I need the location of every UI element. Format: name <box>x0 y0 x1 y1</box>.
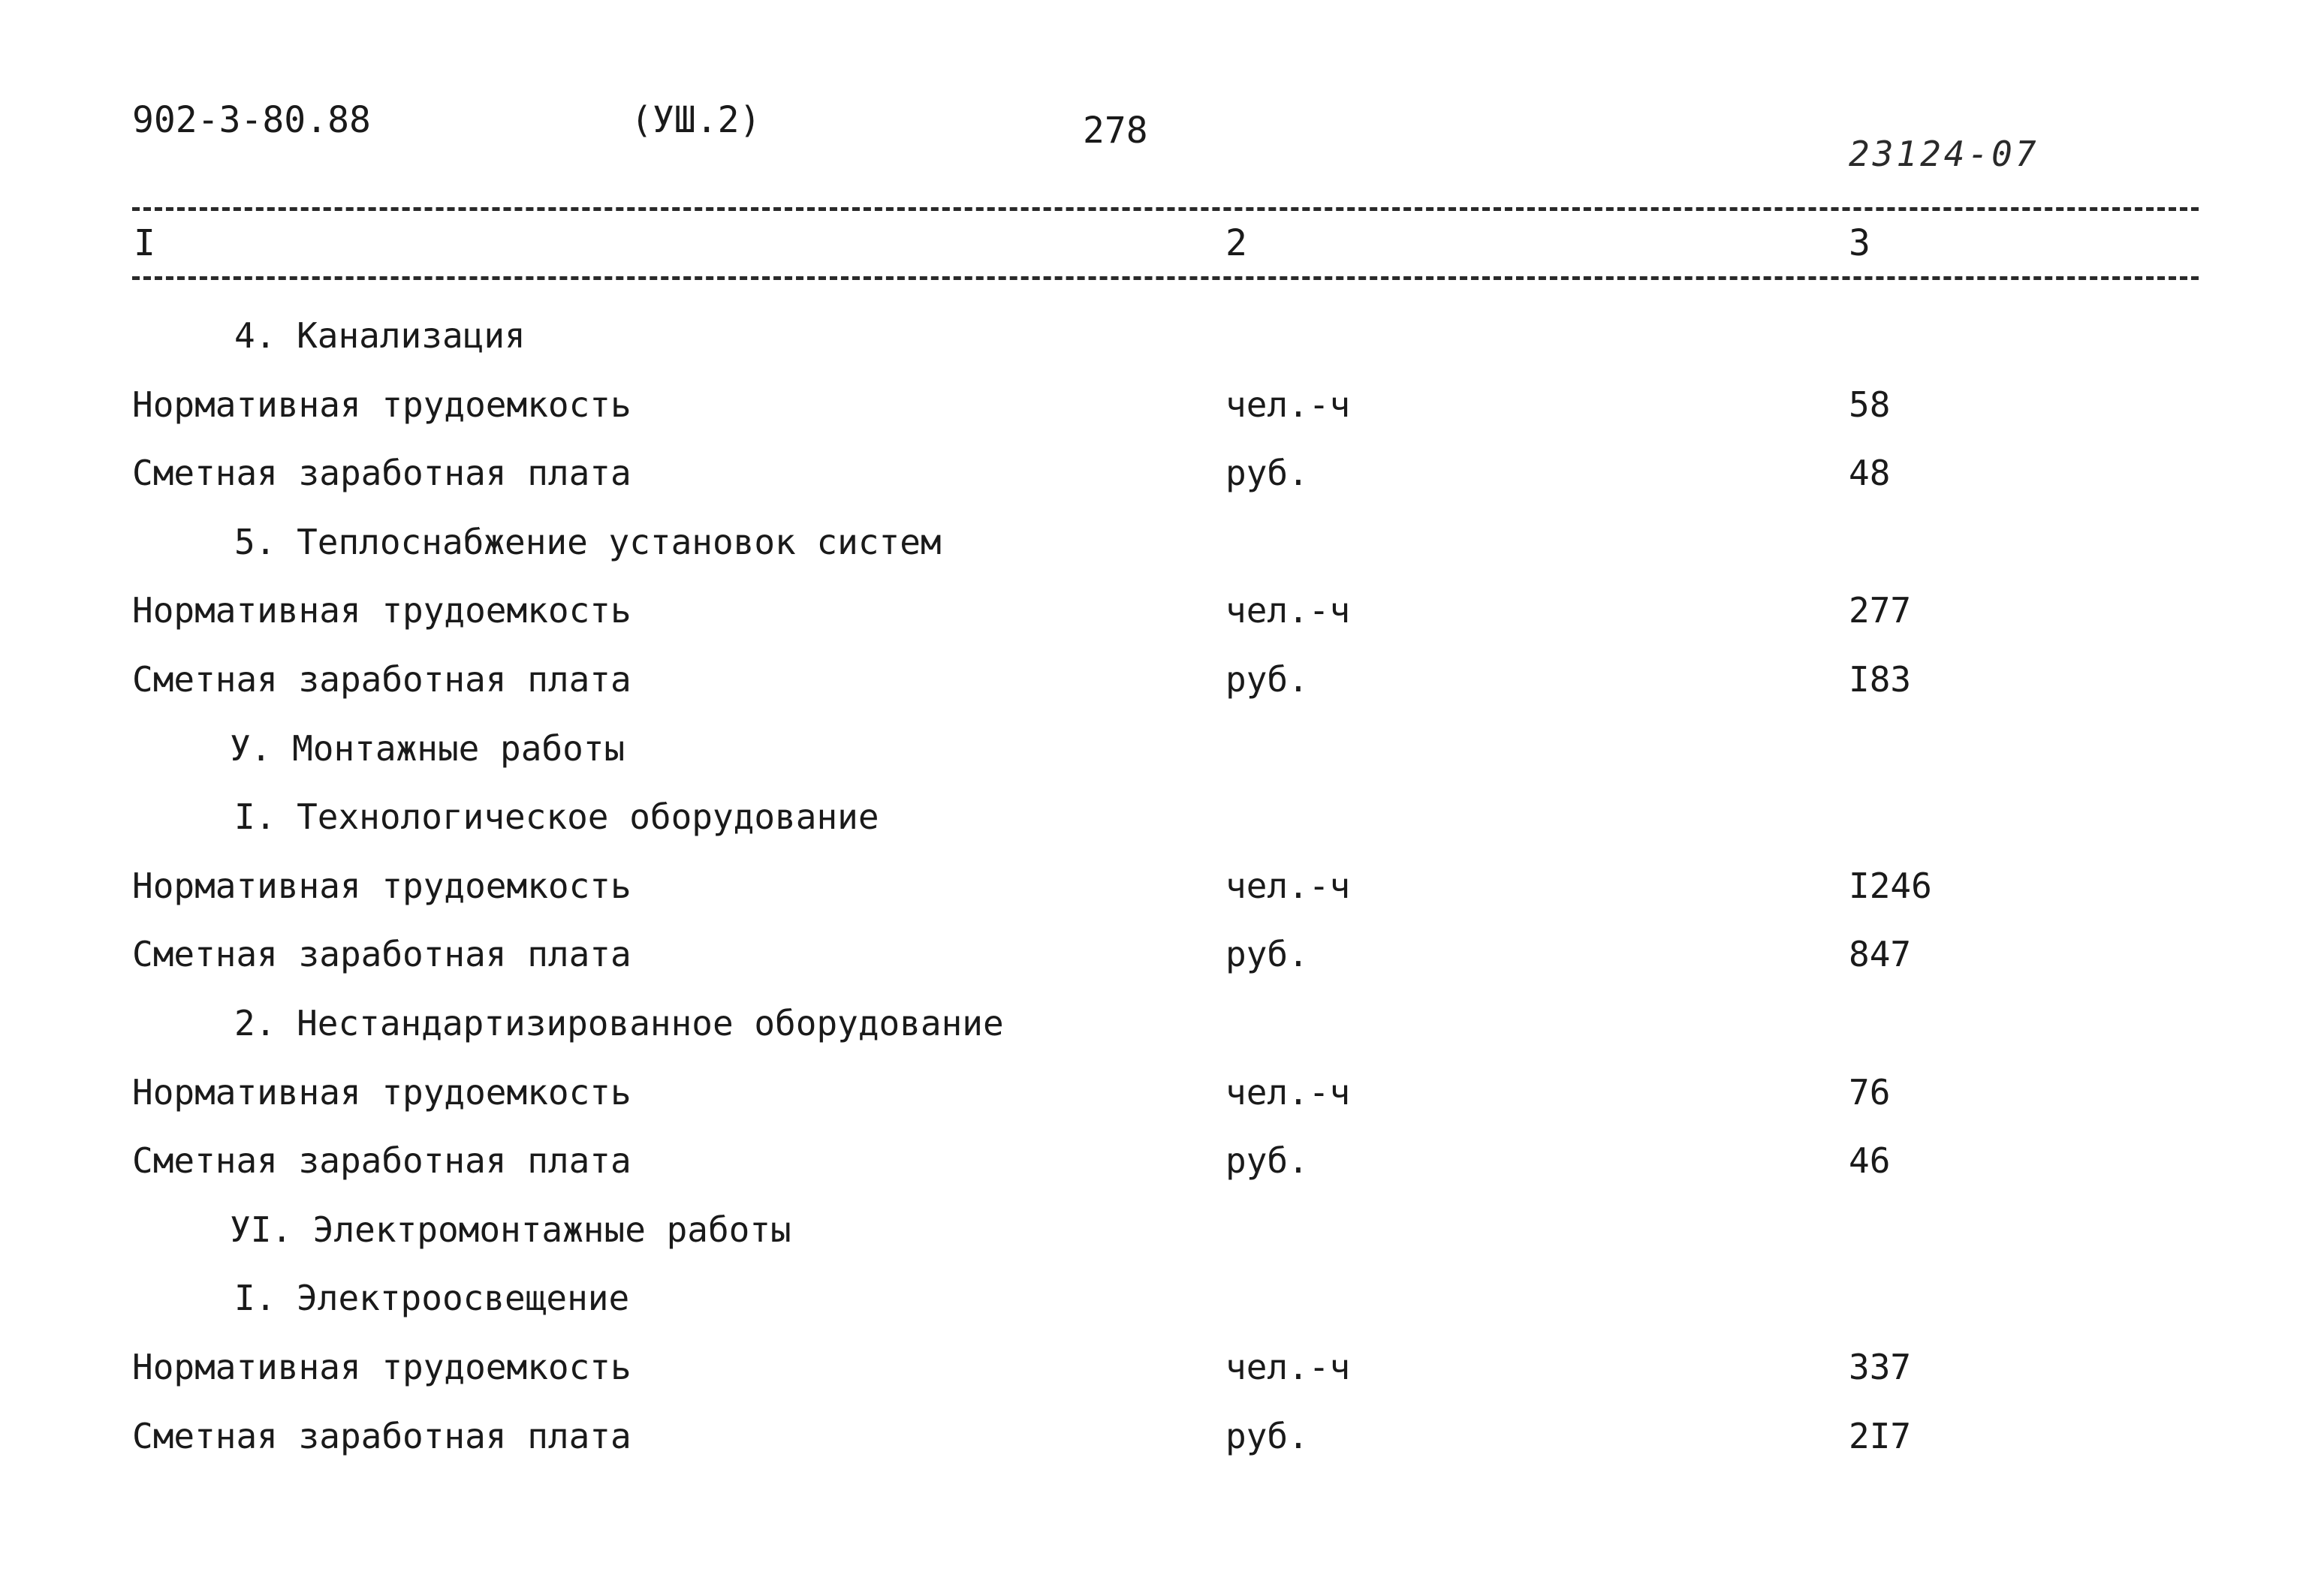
row-label: Нормативная трудоемкость <box>132 865 632 906</box>
dashed-rule-bottom <box>132 276 2199 280</box>
handwritten-stamp-number: 23124-07 <box>1849 134 2039 174</box>
table-row <box>0 439 2306 508</box>
row-label: Нормативная трудоемкость <box>132 590 632 631</box>
row-value: 2I7 <box>1849 1415 1912 1456</box>
table-body <box>0 302 2306 1471</box>
table-row <box>0 1333 2306 1402</box>
row-label: Сметная заработная плата <box>132 453 632 494</box>
row-value: 847 <box>1849 934 1912 975</box>
table-row <box>0 920 2306 989</box>
row-value: 277 <box>1849 590 1912 631</box>
row-unit: чел.-ч <box>1225 384 1351 425</box>
column-header-2: 2 <box>1225 222 1247 264</box>
row-value: 58 <box>1849 384 1891 425</box>
section-heading: I. Электроосвещение <box>234 1278 630 1319</box>
section-heading-row <box>0 783 2306 852</box>
row-label: Нормативная трудоемкость <box>132 1346 632 1387</box>
row-value: 76 <box>1849 1071 1891 1113</box>
row-label: Сметная заработная плата <box>132 934 632 975</box>
section-heading-row <box>0 989 2306 1058</box>
row-value: I246 <box>1849 865 1932 906</box>
row-label: Сметная заработная плата <box>132 1415 632 1456</box>
table-row <box>0 577 2306 646</box>
table-row <box>0 371 2306 440</box>
section-heading: 4. Канализация <box>234 315 526 356</box>
row-label: Сметная заработная плата <box>132 1140 632 1182</box>
table-row <box>0 646 2306 715</box>
row-label: Нормативная трудоемкость <box>132 384 632 425</box>
table-row <box>0 852 2306 921</box>
row-unit: чел.-ч <box>1225 590 1351 631</box>
row-value: 337 <box>1849 1346 1912 1387</box>
section-heading: 2. Нестандартизированное оборудование <box>234 1002 1004 1043</box>
row-unit: чел.-ч <box>1225 1346 1351 1387</box>
section-reference: (УШ.2) <box>631 99 761 141</box>
row-unit: руб. <box>1225 658 1309 700</box>
section-heading-row <box>0 302 2306 371</box>
column-header-3: 3 <box>1849 222 1870 264</box>
section-heading: I. Технологическое оборудование <box>234 796 879 838</box>
row-value: 48 <box>1849 453 1891 494</box>
dashed-rule-top <box>132 207 2199 211</box>
section-heading-row <box>0 1196 2306 1265</box>
row-label: Сметная заработная плата <box>132 658 632 700</box>
row-unit: руб. <box>1225 1415 1309 1456</box>
section-heading: У. Монтажные работы <box>230 727 625 769</box>
document-code: 902-3-80.88 <box>132 99 371 141</box>
section-heading-row <box>0 508 2306 577</box>
row-unit: руб. <box>1225 1140 1309 1182</box>
table-row <box>0 1058 2306 1128</box>
row-unit: руб. <box>1225 453 1309 494</box>
section-heading: УI. Электромонтажные работы <box>230 1209 791 1250</box>
row-unit: чел.-ч <box>1225 1071 1351 1113</box>
section-heading: 5. Теплоснабжение установок систем <box>234 521 942 562</box>
table-row <box>0 1402 2306 1471</box>
page-number: 278 <box>1083 110 1148 152</box>
table-row <box>0 1127 2306 1196</box>
row-unit: чел.-ч <box>1225 865 1351 906</box>
section-heading-row <box>0 715 2306 784</box>
row-unit: руб. <box>1225 934 1309 975</box>
column-header-1: I <box>134 222 155 264</box>
row-value: 46 <box>1849 1140 1891 1182</box>
row-label: Нормативная трудоемкость <box>132 1071 632 1113</box>
row-value: I83 <box>1849 658 1912 700</box>
section-heading-row <box>0 1264 2306 1333</box>
